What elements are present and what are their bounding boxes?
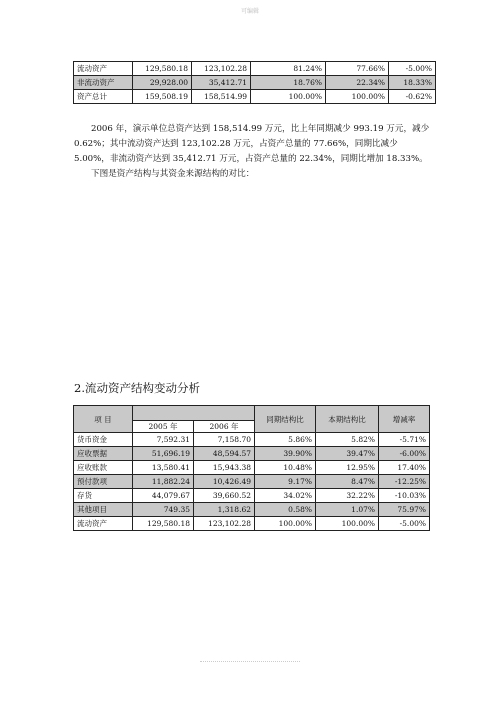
cell-v2006: 48,594.57: [194, 447, 255, 461]
header-years-group: [133, 406, 255, 421]
cell-pct_cur: 100.00%: [326, 90, 389, 104]
cell-pct_prev: 34.02%: [255, 489, 316, 503]
cell-v2006: 123,102.28: [194, 517, 255, 531]
cell-v2006: 123,102.28: [192, 62, 251, 76]
cell-change: -12.25%: [379, 475, 430, 489]
header-2006: 2006 年: [194, 421, 255, 433]
cell-v2006: 35,412.71: [192, 76, 251, 90]
cell-pct_prev: 39.90%: [255, 447, 316, 461]
table-row: [74, 461, 430, 475]
cell-pct_cur: 1.07%: [316, 503, 379, 517]
cell-change: -6.00%: [379, 447, 430, 461]
cell-change: -0.62%: [389, 90, 436, 104]
cell-v2005: 51,696.19: [133, 447, 194, 461]
cell-v2005: 7,592.31: [133, 433, 194, 447]
cell-v2006: 15,943.38: [194, 461, 255, 475]
cell-pct_prev: 81.24%: [251, 62, 326, 76]
cell-v2005: 11,882.24: [133, 475, 194, 489]
paragraph-chart-intro: 下图是资产结构与其资金来源结构的对比：: [91, 169, 255, 179]
cell-v2005: 29,928.00: [133, 76, 192, 90]
cell-change: -5.00%: [389, 62, 436, 76]
cell-label: 非流动资产: [74, 76, 133, 90]
cell-pct_cur: 8.47%: [316, 475, 379, 489]
cell-change: 18.33%: [389, 76, 436, 90]
cell-label: 货币资金: [74, 433, 133, 447]
table-row: [74, 475, 430, 489]
cell-v2005: 159,508.19: [133, 90, 192, 104]
cell-pct_cur: 39.47%: [316, 447, 379, 461]
cell-pct_prev: 5.86%: [255, 433, 316, 447]
cell-label: 流动资产: [74, 517, 133, 531]
cell-change: -10.03%: [379, 489, 430, 503]
footer-rule: [200, 661, 300, 662]
cell-v2006: 7,158.70: [194, 433, 255, 447]
table-row: [74, 62, 436, 76]
cell-v2005: 749.35: [133, 503, 194, 517]
header-2005: 2005 年: [133, 421, 194, 433]
cell-v2005: 44,079.67: [133, 489, 194, 503]
table-row: [74, 76, 436, 90]
header-watermark: 可编辑: [240, 8, 259, 15]
header-item: 项 目: [74, 406, 133, 433]
cell-pct_cur: 12.95%: [316, 461, 379, 475]
cell-change: 75.97%: [379, 503, 430, 517]
cell-v2005: 129,580.18: [133, 517, 194, 531]
cell-change: -5.00%: [379, 517, 430, 531]
cell-v2006: 1,318.62: [194, 503, 255, 517]
table-header-row: [74, 406, 430, 421]
header-cur-ratio: 本期结构比: [316, 406, 379, 433]
table-row: [74, 503, 430, 517]
table-row: [74, 489, 430, 503]
cell-v2005: 129,580.18: [133, 62, 192, 76]
cell-v2006: 10,426.49: [194, 475, 255, 489]
cell-change: 17.40%: [379, 461, 430, 475]
cell-pct_prev: 0.58%: [255, 503, 316, 517]
asset-summary-table: [73, 61, 436, 104]
table-row: [74, 90, 436, 104]
cell-label: 资产总计: [74, 90, 133, 104]
cell-label: 应收账款: [74, 461, 133, 475]
cell-v2005: 13,580.41: [133, 461, 194, 475]
cell-pct_prev: 100.00%: [251, 90, 326, 104]
paragraph-summary: 2006 年，演示单位总资产达到 158,514.99 万元，比上年同期减少 993.19 万元，减少 0.62%；其中流动资产达到 123,102.28 万元，占资产总量的 77.66%，同期比减少 5.00%，非流动资产达到 35,412.71 万元，占资产总量的 22.34%，同期比增加 18.33%。: [74, 124, 430, 164]
cell-pct_prev: 100.00%: [255, 517, 316, 531]
current-assets-table: [73, 405, 430, 531]
cell-pct_cur: 22.34%: [326, 76, 389, 90]
table-row: [74, 433, 430, 447]
cell-pct_prev: 18.76%: [251, 76, 326, 90]
cell-label: 存货: [74, 489, 133, 503]
cell-pct_cur: 77.66%: [326, 62, 389, 76]
cell-change: -5.71%: [379, 433, 430, 447]
cell-pct_cur: 32.22%: [316, 489, 379, 503]
cell-pct_prev: 9.17%: [255, 475, 316, 489]
cell-v2006: 158,514.99: [192, 90, 251, 104]
cell-label: 其他项目: [74, 503, 133, 517]
cell-label: 预付款项: [74, 475, 133, 489]
cell-label: 流动资产: [74, 62, 133, 76]
cell-pct_cur: 5.82%: [316, 433, 379, 447]
cell-v2006: 39,660.52: [194, 489, 255, 503]
table-row: [74, 517, 430, 531]
table-row: [74, 447, 430, 461]
cell-label: 应收票据: [74, 447, 133, 461]
section-title: 2.流动资产结构变动分析: [74, 381, 200, 395]
cell-pct_cur: 100.00%: [316, 517, 379, 531]
header-prev-ratio: 同期结构比: [255, 406, 316, 433]
analysis-text: [74, 122, 430, 182]
cell-pct_prev: 10.48%: [255, 461, 316, 475]
header-change-rate: 增减率: [379, 406, 430, 433]
